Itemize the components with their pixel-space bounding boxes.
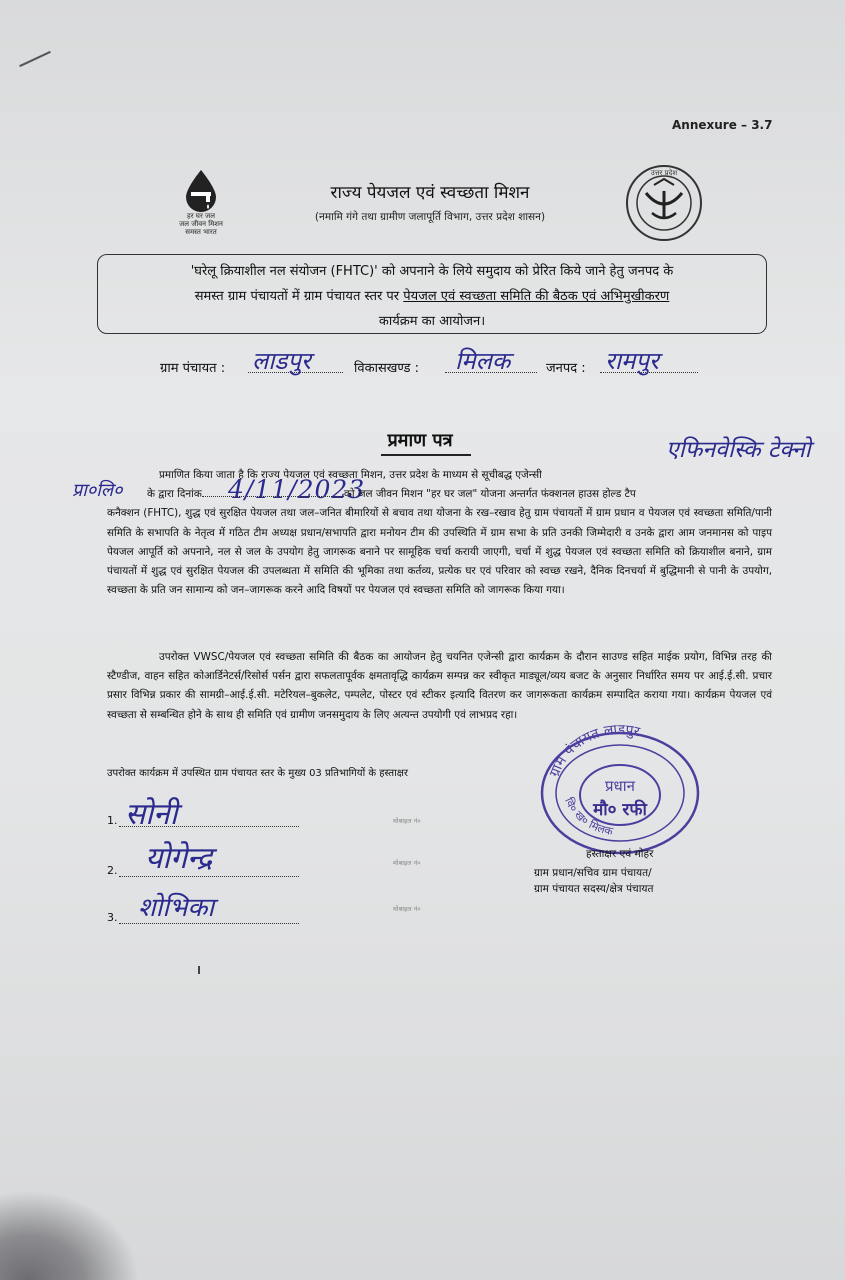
pen-tick <box>198 966 200 974</box>
seal-role-2: ग्राम पंचायत सदस्य/क्षेत्र पंचायत <box>534 883 654 895</box>
water-drop-icon <box>182 168 220 212</box>
para1-line-1: प्रमाणित किया जाता है कि राज्य पेयजल एवं स्वच्छता मिशन, उत्तर प्रदेश के माध्यम से सूचीबद्ध एजेन्सी <box>159 469 542 481</box>
seal-outer-text: ग्राम पंचायत लाडपुर <box>546 721 642 780</box>
pradhan-seal <box>534 715 704 855</box>
mobile-label-1: मोबाइल नं० <box>393 817 421 825</box>
banner-line-2-a: समस्त ग्राम पंचायतों में ग्राम पंचायत स्तर पर <box>194 289 404 304</box>
handwritten-agency: एफिनवेस्कि टेक्नो <box>666 437 811 463</box>
seal-name: मौ० रफी <box>593 800 647 820</box>
seal-block-text: वि० ख० मिलक <box>562 795 614 839</box>
banner-line-2 <box>110 284 754 309</box>
emblem-text: उत्तर प्रदेश <box>650 169 678 177</box>
janpad-label: जनपद : <box>546 361 586 376</box>
handwritten-agency-suffix: प्रा०लि० <box>72 480 123 501</box>
svg-text:ग्राम पंचायत लाडपुर <box>547 722 642 779</box>
para1-body: कनैक्शन (FHTC), शुद्ध एवं सुरक्षित पेयजल तथा जल–जनित बीमारियों से बचाव तथा योजना के रख–रखाव हेतु ग्राम पंचायतों में ग्राम प्रधान व पेयजल एवं स्वच्छता समिति/पानी समिति के सभापति के नेतृत्व में गठित टीम अध्यक्ष प्रधान/सभापति द्वारा मनोयन टीम की उपस्थिति में ग्राम सभा के प्रति उनकी जिम्मेदारी व उनके द्वारा आम जनमानस को पाइप पेयजल आपूर्ति को अपनाने, नल से जल के उपयोग हेतु जागरूक बनाने पर सामूहिक चर्चा करायी जाएगी, चर्चा में शुद्ध पेयजल एवं स्वच्छता समिति को क्रियाशील बनाने, ग्राम पंचायतों में शुद्ध एवं सुरक्षित पेयजल की उपलब्धता में समिति की भूमिका तथा कर्तव्य, प्रत्येक घर एवं परिवार को स्वच्छ रखने, दैनिक दिनचर्या में बुद्धिमानी से पानी के उपयोग, स्वच्छता के प्रति जन सामान्य को जन–जागरूक करने आदि विषयों पर पेयजल एवं स्वच्छता समिति को जागरूक किया गया। <box>107 507 772 597</box>
signatures-intro: उपरोक्त कार्यक्रम में उपस्थित ग्राम पंचायत स्तर के मुख्य 03 प्रतिभागियों के हस्ताक्षर <box>107 768 408 779</box>
signature-name-2: योगेन्द्र <box>145 841 213 876</box>
har-ghar-jal-logo <box>170 168 232 238</box>
paragraph-2: उपरोक्त VWSC/पेयजल एवं स्वच्छता समिति की बैठक का आयोजन हेतु चयनित एजेन्सी द्वारा कार्यक्रम के दौरान साउण्ड सहित माईक प्रयोग, विभिन्न तरह की स्टैण्डीज, वाहन सहित कोआर्डिनेटर्स/रिसोर्स पर्सन द्वारा सफलतापूर्वक क्षमतावृद्धि कार्यक्रम सम्पन्न कर स्वीकृत माड्यूल/व्यय बजट के अनुसार निर्धारित समय पर आई.ई.सी. प्रचार प्रसार विभिन्न प्रकार की सामग्री–आई.ई.सी. मटेरियल–बुकलेट, पम्पलेट, पोस्टर एवं स्टीकर इत्यादि वितरण कर जागरूकता कार्यक्रम सम्पादित कराया गया। कार्यक्रम पेयजल एवं स्वच्छता से सम्बन्धित होने के साथ ही समिति एवं ग्रामीण जनसमुदाय के लिए अत्यन्त उपयोगी एवं लाभप्रद रहा। <box>107 651 772 721</box>
mobile-label-3: मोबाइल नं० <box>393 905 421 913</box>
banner-line-1: 'घरेलू क्रियाशील नल संयोजन (FHTC)' को अपनाने के लिये समुदाय को प्रेरित किये जाने हेतु जनपद के <box>190 264 674 279</box>
finger-shadow <box>0 1190 140 1280</box>
signature-number: 3. <box>107 911 118 924</box>
banner-line-2-b: पेयजल एवं स्वच्छता समिति की बैठक एवं अभिमुखीकरण <box>403 289 670 304</box>
certificate-title: प्रमाण पत्र <box>387 430 453 451</box>
up-government-emblem <box>624 163 704 243</box>
handwritten-date: 4/11/2023 <box>228 475 366 504</box>
para1-line-2 <box>107 485 772 504</box>
mobile-label-2: मोबाइल नं० <box>393 859 421 867</box>
annexure-label: Annexure – 3.7 <box>672 118 773 132</box>
signature-name-1: सोनी <box>125 797 178 832</box>
signature-name-3: शोभिका <box>138 893 215 923</box>
seal-stamp-icon <box>534 715 704 855</box>
signature-number: 2. <box>107 864 118 877</box>
banner-line-3: कार्यक्रम का आयोजन। <box>378 314 486 329</box>
pen-mark <box>19 51 51 67</box>
vikaskhand-label: विकासखण्ड : <box>354 361 420 376</box>
mission-title: राज्य पेयजल एवं स्वच्छता मिशन <box>330 183 530 203</box>
logo-tagline-3: समस्त भारत <box>185 228 217 236</box>
seal-label: हस्ताक्षर एवं मोहर <box>586 848 654 860</box>
program-banner <box>97 254 767 334</box>
janpad-value: रामपुर <box>605 347 659 375</box>
gram-panchayat-label: ग्राम पंचायत : <box>160 361 226 376</box>
mission-subtitle: (नमामि गंगे तथा ग्रामीण जलापूर्ति विभाग, उत्तर प्रदेश शासन) <box>314 211 546 223</box>
para1-line-2-a: के द्वारा दिनांक <box>147 488 202 501</box>
logo-tagline-1: हर घर जल <box>187 212 215 220</box>
logo-tagline-2: जल जीवन मिशन <box>179 220 223 228</box>
signature-number: 1. <box>107 814 118 827</box>
para1-line-2-b: को जल जीवन मिशन "हर घर जल" योजना अन्तर्गत फंक्शनल हाउस होल्ड टैप <box>343 488 636 501</box>
gram-panchayat-value: लाडपुर <box>252 347 311 375</box>
paragraph-1 <box>107 466 772 600</box>
certificate-title-underline <box>381 454 471 456</box>
vikaskhand-value: मिलक <box>455 347 511 375</box>
seal-role-1: ग्राम प्रधान/सचिव ग्राम पंचायत/ <box>534 867 652 879</box>
seal-title: प्रधान <box>605 777 635 795</box>
state-emblem-icon <box>624 163 704 243</box>
